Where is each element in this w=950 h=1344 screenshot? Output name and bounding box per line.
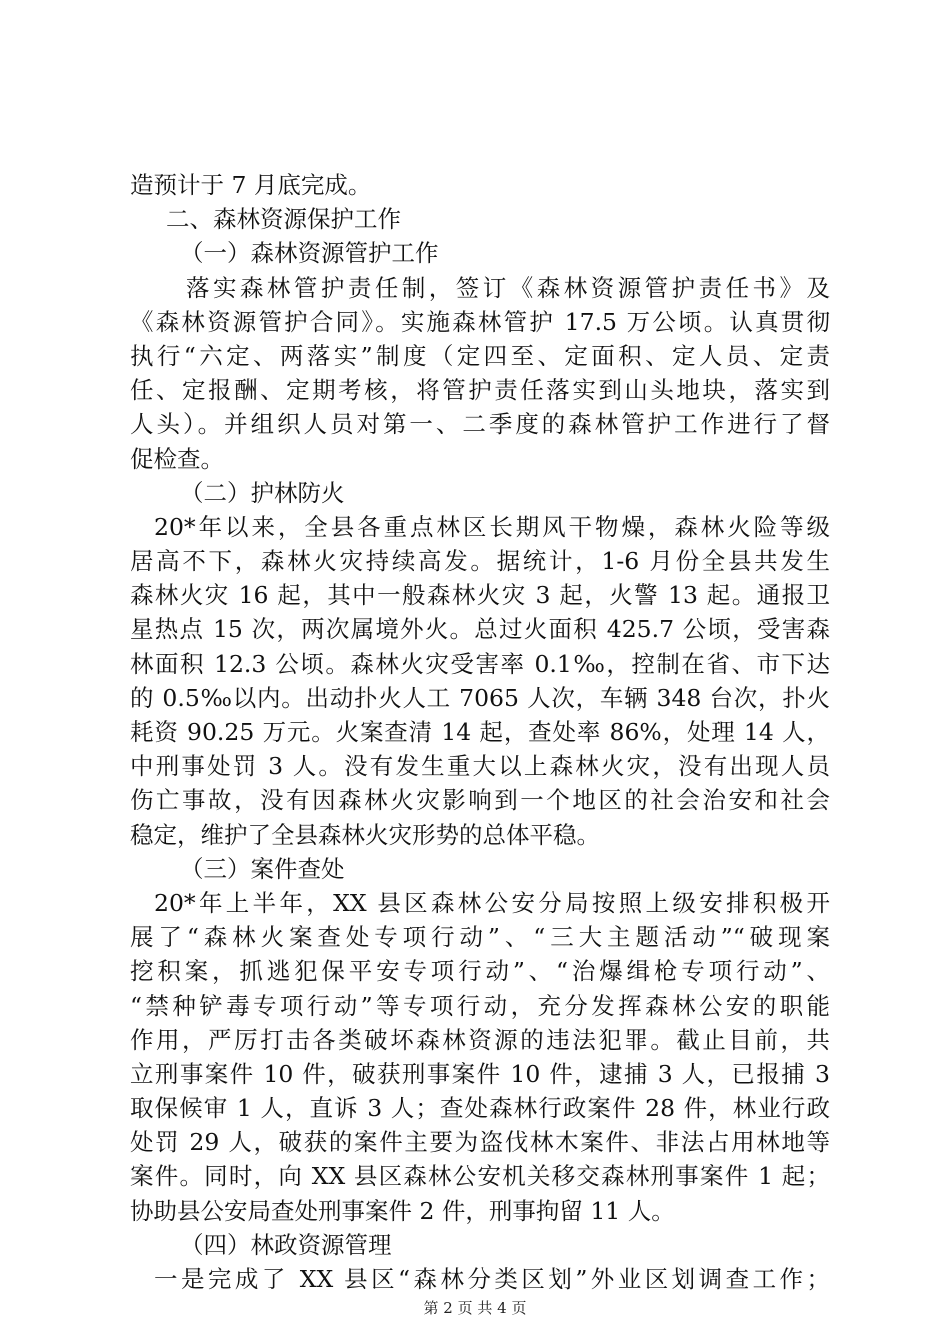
document-body xyxy=(130,168,830,1296)
text-line: 居高不下，森林火灾持续高发。据统计，1-6 月份全县共发生 xyxy=(130,547,830,576)
section-heading: 二、森林资源保护工作 xyxy=(166,205,401,234)
text-line: 森林火灾 16 起，其中一般森林火灾 3 起，火警 13 起。通报卫 xyxy=(130,581,830,610)
text-line: 星热点 15 次，两次属境外火。总过火面积 425.7 公顷，受害森 xyxy=(130,615,830,644)
text-line: 促检查。 xyxy=(130,444,224,473)
text-line: 耗资 90.25 万元。火案查清 14 起，查处率 86%，处理 14 人， xyxy=(130,718,830,746)
text-line: “禁种铲毒专项行动”等专项行动，充分发挥森林公安的职能 xyxy=(130,991,830,1020)
text-line: 取保候审 1 人，直诉 3 人；查处森林行政案件 28 件，林业行政 xyxy=(130,1094,830,1123)
text-line: 伤亡事故，没有因森林火灾影响到一个地区的社会治安和社会 xyxy=(130,786,830,815)
text-line: 的 0.5‰以内。出动扑火人工 7065 人次，车辆 348 台次，扑火 xyxy=(130,683,830,712)
subsection-heading: （四）林政资源管理 xyxy=(180,1230,392,1259)
text-line: 落实森林管护责任制，签订《森林资源管护责任书》及 xyxy=(186,273,830,302)
text-line: 人头）。并组织人员对第一、二季度的森林管护工作进行了督 xyxy=(130,410,830,439)
text-line: 一是完成了 XX 县区“森林分类区划”外业区划调查工作； xyxy=(154,1265,830,1293)
text-line: 挖积案，抓逃犯保平安专项行动”、“治爆缉枪专项行动”、 xyxy=(130,957,830,986)
text-line: 《森林资源管护合同》。实施森林管护 17.5 万公顷。认真贯彻 xyxy=(130,307,830,336)
text-line: 稳定，维护了全县森林火灾形势的总体平稳。 xyxy=(130,820,600,849)
subsection-heading: （三）案件查处 xyxy=(180,854,345,883)
text-line: 展了“森林火案查处专项行动”、“三大主题活动”“破现案 xyxy=(130,923,830,952)
text-line: 立刑事案件 10 件，破获刑事案件 10 件，逮捕 3 人，已报捕 3 xyxy=(130,1059,830,1088)
text-line: 中刑事处罚 3 人。没有发生重大以上森林火灾，没有出现人员 xyxy=(130,752,830,781)
subsection-heading: （二）护林防火 xyxy=(180,478,345,507)
text-line: 处罚 29 人，破获的案件主要为盗伐林木案件、非法占用林地等 xyxy=(130,1128,830,1157)
text-line: 协助县公安局查处刑事案件 2 件，刑事拘留 11 人。 xyxy=(130,1196,675,1225)
text-line: 任、定报酬、定期考核，将管护责任落实到山头地块，落实到 xyxy=(130,376,830,405)
text-line: 执行“六定、两落实”制度（定四至、定面积、定人员、定责 xyxy=(130,341,830,370)
page-footer: 第 2 页 共 4 页 xyxy=(423,1299,527,1317)
text-line: 20*年上半年，XX 县区森林公安分局按照上级安排积极开 xyxy=(154,888,830,917)
subsection-heading: （一）森林资源管护工作 xyxy=(180,239,439,268)
text-line: 林面积 12.3 公顷。森林火灾受害率 0.1‰，控制在省、市下达 xyxy=(130,649,830,678)
text-line: 造预计于 7 月底完成。 xyxy=(130,171,372,199)
text-line: 20*年以来，全县各重点林区长期风干物燥，森林火险等级 xyxy=(154,512,830,541)
text-line: 案件。同时，向 XX 县区森林公安机关移交森林刑事案件 1 起； xyxy=(130,1162,830,1191)
text-line: 作用，严厉打击各类破坏森林资源的违法犯罪。截止目前，共 xyxy=(130,1025,830,1054)
